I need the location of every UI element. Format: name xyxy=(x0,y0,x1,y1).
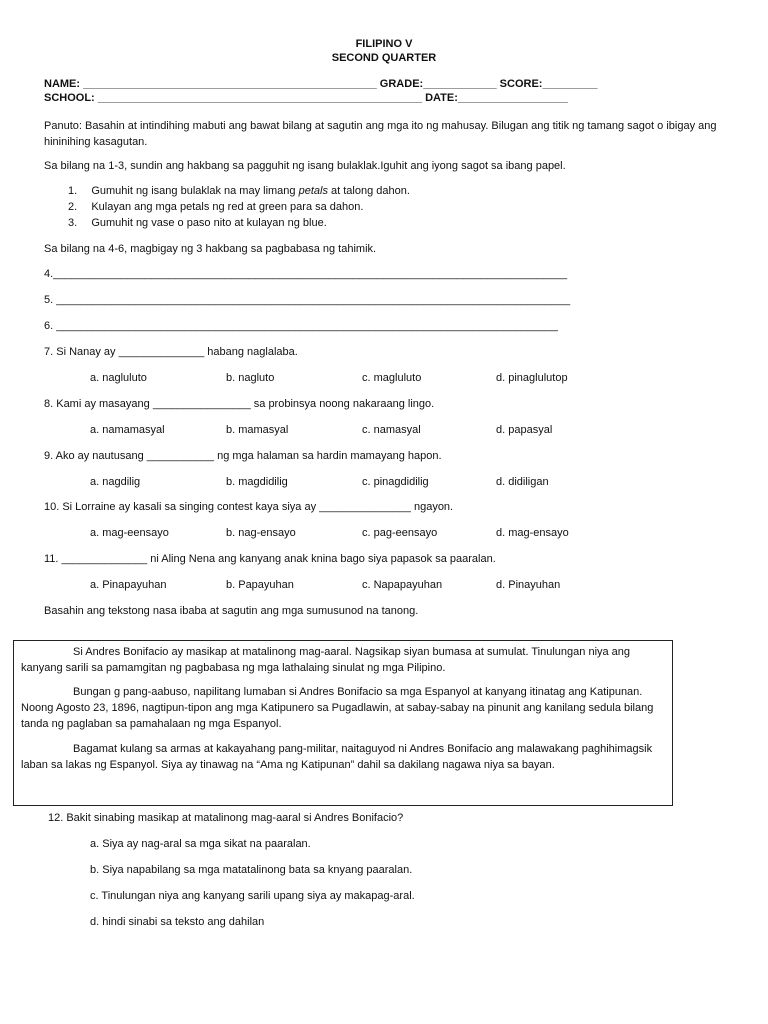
step-number: 2. xyxy=(68,201,78,213)
question-7-option-c[interactable]: c. magluluto xyxy=(362,372,422,384)
reading-instruction: Basahin ang tekstong nasa ibaba at sagutin ang mga sumusunod na tanong. xyxy=(44,605,419,617)
answer-blank-6: 6. __________________________________________________________________________________ xyxy=(44,320,558,332)
question-12-option-c[interactable]: c. Tinulungan niya ang kanyang sarili upang siya ay makapag-aral. xyxy=(90,890,415,902)
question-11-option-b[interactable]: b. Papayuhan xyxy=(226,579,294,591)
step-text-after: at talong dahon. xyxy=(327,185,410,197)
name-grade-score-line: NAME: ________________________________________________ GRADE:____________ SCORE:_________ xyxy=(44,78,598,90)
question-9-stem: 9. Ako ay nautusang ___________ ng mga halaman sa hardin mamayang hapon. xyxy=(44,450,442,462)
question-12-option-d[interactable]: d. hindi sinabi sa teksto ang dahilan xyxy=(90,916,265,928)
question-10-stem: 10. Si Lorraine ay kasali sa singing contest kaya siya ay _______________ ngayon. xyxy=(44,501,454,513)
question-8-option-c[interactable]: c. namasyal xyxy=(362,424,421,436)
question-7-option-a[interactable]: a. nagluluto xyxy=(90,372,147,384)
question-8-option-d[interactable]: d. papasyal xyxy=(496,424,553,436)
question-10-option-b[interactable]: b. nag-ensayo xyxy=(226,527,296,539)
question-8-option-b[interactable]: b. mamasyal xyxy=(226,424,289,436)
question-12-option-a[interactable]: a. Siya ay nag-aral sa mga sikat na paaralan. xyxy=(90,838,311,850)
step-emphasis: petals xyxy=(298,185,328,197)
quarter-title: SECOND QUARTER xyxy=(331,52,437,64)
step-text: Gumuhit ng isang bulaklak na may limang xyxy=(91,185,299,197)
passage-paragraph-2: Bungan g pang-aabuso, napilitang lumaban si Andres Bonifacio sa mga Espanyol at kanyang itinatag ang Katipunan. Noong Agosto 23, 1896, nagtipun-tipon ang mga Katipunero sa Pugadlawin, at sabay-sabay na pinunit ang kanilang sedula bilang tanda ng paglaban sa pamahalaan ng mga Espanyol. xyxy=(21,686,654,730)
question-9-option-c[interactable]: c. pinagdidilig xyxy=(362,476,429,488)
question-7-option-b[interactable]: b. nagluto xyxy=(226,372,275,384)
step-number: 1. xyxy=(68,185,78,197)
reading-passage-box xyxy=(13,640,673,806)
passage-paragraph-3: Bagamat kulang sa armas at kakayahang pang-militar, naitaguyod ni Andres Bonifacio ang malawakang paghihimagsik laban sa lakas ng Espanyol. Siya ay tinawag na “Ama ng Katipunan” dahil sa dakilang nagawa niya sa bayan. xyxy=(21,743,653,771)
question-12-option-b[interactable]: b. Siya napabilang sa mga matatalinong bata sa knyang paaralan. xyxy=(90,864,413,876)
question-10-option-c[interactable]: c. pag-eensayo xyxy=(362,527,438,539)
step-1 xyxy=(68,185,410,197)
question-12-stem: 12. Bakit sinabing masikap at matalinong mag-aaral si Andres Bonifacio? xyxy=(48,812,404,824)
question-9-option-b[interactable]: b. magdidilig xyxy=(226,476,288,488)
question-8-option-a[interactable]: a. namamasyal xyxy=(90,424,165,436)
step-text: Kulayan ang mga petals ng red at green para sa dahon. xyxy=(91,201,364,213)
school-date-line: SCHOOL: _____________________________________________________ DATE:__________________ xyxy=(44,92,568,104)
question-10-option-a[interactable]: a. mag-eensayo xyxy=(90,527,169,539)
question-9-option-d[interactable]: d. didiligan xyxy=(496,476,549,488)
question-7-stem: 7. Si Nanay ay ______________ habang naglalaba. xyxy=(44,346,298,358)
question-8-stem: 8. Kami ay masayang ________________ sa probinsya noong nakaraang lingo. xyxy=(44,398,435,410)
question-11-option-d[interactable]: d. Pinayuhan xyxy=(496,579,561,591)
step-text: Gumuhit ng vase o paso nito at kulayan ng blue. xyxy=(91,217,327,229)
question-9-option-a[interactable]: a. nagdilig xyxy=(90,476,141,488)
question-11-option-a[interactable]: a. Pinapayuhan xyxy=(90,579,167,591)
section2-instruction: Sa bilang na 4-6, magbigay ng 3 hakbang sa pagbabasa ng tahimik. xyxy=(44,243,377,255)
subject-title: FILIPINO V xyxy=(355,38,413,50)
answer-blank-5: 5. ____________________________________________________________________________________ xyxy=(44,294,571,306)
passage-paragraph-1: Si Andres Bonifacio ay masikap at matalinong mag-aaral. Nagsikap siyan bumasa at sumulat. Tinulungan niya ang kanyang sarili sa pamamgitan ng pagbabasa ng mga lathalaing sinulat ng mga Pilipino. xyxy=(21,646,631,674)
answer-blank-4: 4.____________________________________________________________________________________ xyxy=(44,268,568,280)
step-number: 3. xyxy=(68,217,78,229)
question-7-option-d[interactable]: d. pinaglulutop xyxy=(496,372,568,384)
question-11-stem: 11. ______________ ni Aling Nena ang kanyang anak knina bago siya papasok sa paaralan. xyxy=(44,553,496,565)
step-3 xyxy=(68,217,327,229)
question-11-option-c[interactable]: c. Napapayuhan xyxy=(362,579,443,591)
question-10-option-d[interactable]: d. mag-ensayo xyxy=(496,527,569,539)
step-2 xyxy=(68,201,363,213)
directions-text: Panuto: Basahin at intindihing mabuti ang bawat bilang at sagutin ang mga ito ng mahusay. Bilugan ang titik ng tamang sagot o ibigay ang hininihing kasagutan. xyxy=(44,120,717,148)
section1-instruction: Sa bilang na 1-3, sundin ang hakbang sa pagguhit ng isang bulaklak.Iguhit ang iyong sagot sa ibang papel. xyxy=(44,160,566,172)
